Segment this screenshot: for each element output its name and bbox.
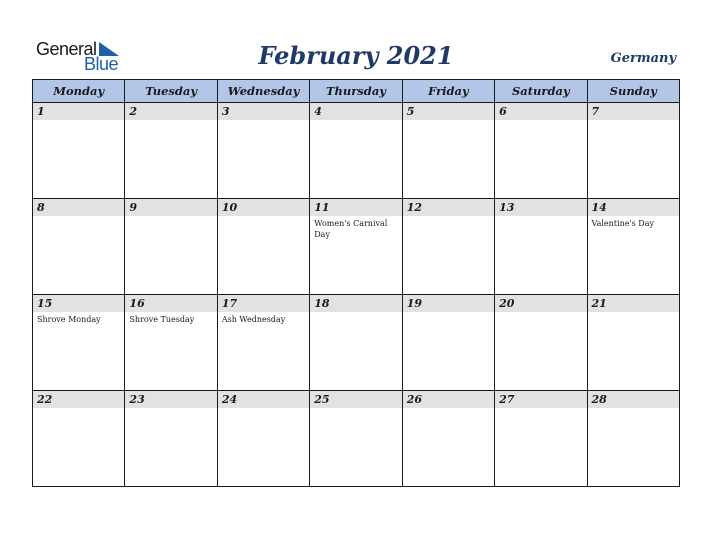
day-number: 17 bbox=[218, 295, 309, 312]
holiday-label bbox=[403, 216, 494, 218]
week-row bbox=[33, 295, 680, 391]
weekday-header: Monday bbox=[33, 80, 125, 103]
holiday-label bbox=[310, 312, 401, 314]
day-number: 1 bbox=[33, 103, 124, 120]
day-cell bbox=[587, 391, 679, 487]
holiday-label bbox=[495, 312, 586, 314]
day-number: 4 bbox=[310, 103, 401, 120]
day-number: 9 bbox=[125, 199, 216, 216]
day-number: 24 bbox=[218, 391, 309, 408]
holiday-label bbox=[33, 120, 124, 122]
day-cell bbox=[125, 103, 217, 199]
day-number: 8 bbox=[33, 199, 124, 216]
holiday-label bbox=[33, 216, 124, 218]
day-number: 26 bbox=[403, 391, 494, 408]
day-cell bbox=[217, 199, 309, 295]
weekday-header: Tuesday bbox=[125, 80, 217, 103]
holiday-label bbox=[495, 120, 586, 122]
day-number: 22 bbox=[33, 391, 124, 408]
holiday-label bbox=[125, 408, 216, 410]
day-cell bbox=[402, 103, 494, 199]
day-number: 20 bbox=[495, 295, 586, 312]
holiday-label bbox=[125, 120, 216, 122]
day-cell bbox=[310, 103, 402, 199]
holiday-label bbox=[495, 408, 586, 410]
day-cell bbox=[310, 199, 402, 295]
holiday-label bbox=[495, 216, 586, 218]
day-cell bbox=[217, 103, 309, 199]
holiday-label bbox=[310, 120, 401, 122]
day-number: 16 bbox=[125, 295, 216, 312]
day-number: 10 bbox=[218, 199, 309, 216]
day-cell bbox=[33, 391, 125, 487]
holiday-label bbox=[588, 408, 679, 410]
day-number: 23 bbox=[125, 391, 216, 408]
weekday-header: Friday bbox=[402, 80, 494, 103]
day-cell bbox=[125, 199, 217, 295]
holiday-label bbox=[403, 312, 494, 314]
weekday-header: Thursday bbox=[310, 80, 402, 103]
holiday-label: Women's Carnival Day bbox=[314, 219, 388, 239]
holiday-label bbox=[125, 216, 216, 218]
day-number: 7 bbox=[588, 103, 679, 120]
holiday-label bbox=[588, 120, 679, 122]
holiday-label: Ash Wednesday bbox=[221, 315, 286, 324]
holiday-label bbox=[218, 120, 309, 122]
day-cell bbox=[217, 295, 309, 391]
day-cell bbox=[217, 391, 309, 487]
day-cell bbox=[402, 391, 494, 487]
day-cell bbox=[587, 295, 679, 391]
holiday-label bbox=[403, 120, 494, 122]
day-cell bbox=[587, 199, 679, 295]
day-cell bbox=[310, 295, 402, 391]
holiday-label: Shrove Tuesday bbox=[129, 315, 195, 324]
day-cell bbox=[587, 103, 679, 199]
page-title: February 2021 bbox=[258, 41, 454, 70]
day-number: 19 bbox=[403, 295, 494, 312]
day-number: 18 bbox=[310, 295, 401, 312]
day-number: 28 bbox=[588, 391, 679, 408]
holiday-label bbox=[33, 408, 124, 410]
holiday-label bbox=[218, 408, 309, 410]
day-cell bbox=[310, 391, 402, 487]
logo-text-general: General bbox=[36, 39, 97, 59]
holiday-label bbox=[218, 216, 309, 218]
day-cell bbox=[125, 391, 217, 487]
holiday-label bbox=[588, 312, 679, 314]
day-number: 27 bbox=[495, 391, 586, 408]
day-number: 25 bbox=[310, 391, 401, 408]
day-number: 12 bbox=[403, 199, 494, 216]
day-cell bbox=[33, 103, 125, 199]
day-cell bbox=[495, 103, 587, 199]
day-cell bbox=[495, 391, 587, 487]
day-number: 11 bbox=[310, 199, 401, 216]
week-row bbox=[33, 103, 680, 199]
week-row bbox=[33, 199, 680, 295]
holiday-label bbox=[310, 408, 401, 410]
day-number: 13 bbox=[495, 199, 586, 216]
weekday-header: Wednesday bbox=[217, 80, 309, 103]
day-cell bbox=[402, 199, 494, 295]
day-number: 15 bbox=[33, 295, 124, 312]
day-cell bbox=[495, 295, 587, 391]
weekday-header: Saturday bbox=[495, 80, 587, 103]
logo-text-blue: Blue bbox=[84, 54, 119, 74]
country-label: Germany bbox=[610, 51, 676, 66]
holiday-label: Shrove Monday bbox=[37, 315, 101, 324]
weekday-header: Sunday bbox=[587, 80, 679, 103]
weekday-header-row bbox=[33, 80, 680, 103]
day-number: 3 bbox=[218, 103, 309, 120]
day-number: 14 bbox=[588, 199, 679, 216]
day-number: 2 bbox=[125, 103, 216, 120]
day-number: 6 bbox=[495, 103, 586, 120]
day-cell bbox=[125, 295, 217, 391]
week-row bbox=[33, 391, 680, 487]
day-number: 21 bbox=[588, 295, 679, 312]
day-cell bbox=[495, 199, 587, 295]
day-cell bbox=[33, 199, 125, 295]
holiday-label: Valentine's Day bbox=[591, 219, 654, 228]
day-cell bbox=[33, 295, 125, 391]
day-number: 5 bbox=[403, 103, 494, 120]
holiday-label bbox=[403, 408, 494, 410]
calendar-grid bbox=[32, 79, 680, 487]
day-cell bbox=[402, 295, 494, 391]
